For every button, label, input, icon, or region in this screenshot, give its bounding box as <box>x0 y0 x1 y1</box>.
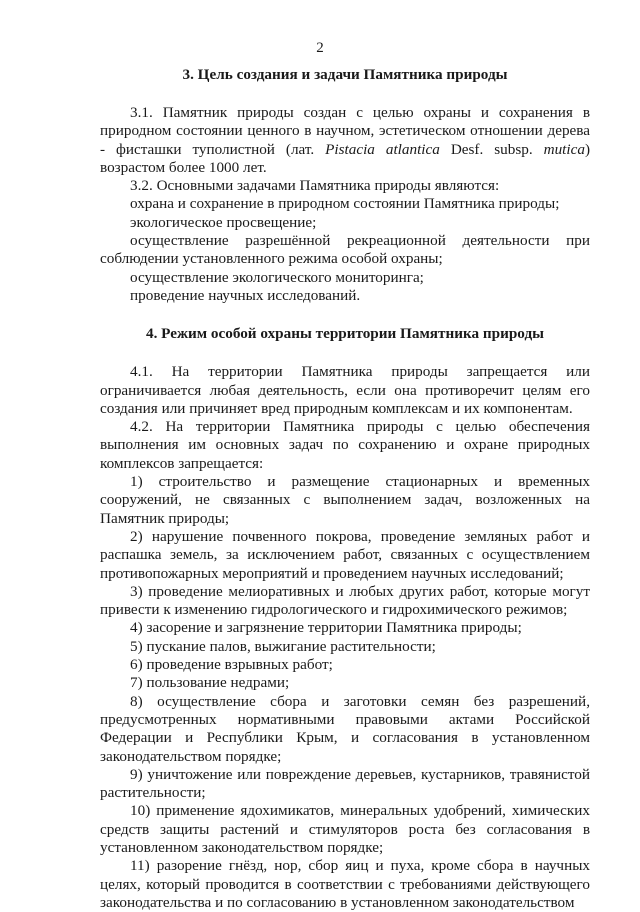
page-number: 2 <box>316 40 324 56</box>
prohibition-item: 1) строительство и размещение стационарных и временных сооружений, не связанных с выполнением задач, возложенных на Памятник природы; <box>100 473 590 527</box>
paragraph-3-1 <box>100 104 590 177</box>
prohibition-item: 10) применение ядохимикатов, минеральных удобрений, химических средств защиты растений и стимуляторов роста без согласования в установленном законодательством порядке; <box>100 802 590 856</box>
document-body <box>100 66 590 912</box>
task-item: осуществление экологического мониторинга; <box>130 268 424 286</box>
latin-name-species: Pistacia atlantica <box>325 140 440 158</box>
section-3-heading: 3. Цель создания и задачи Памятника природы <box>182 66 508 83</box>
task-item: охрана и сохранение в природном состоянии Памятника природы; <box>130 195 560 213</box>
prohibition-item: 5) пускание палов, выжигание растительности; <box>130 637 436 655</box>
prohibition-item: 11) разорение гнёзд, нор, сбор яиц и пуха, кроме сбора в научных целях, который проводится в соответствии с требованиями действующего законодательства и по согласованию в установленном законодательством <box>100 857 590 911</box>
paragraph-3-1-text-b: Desf. subsp. <box>439 140 544 158</box>
paragraph-4-2: 4.2. На территории Памятника природы с целью обеспечения выполнения им основных задач по сохранению и охране природных комплексов запрещается: <box>100 418 590 472</box>
prohibition-item: 8) осуществление сбора и заготовки семян без разрешений, предусмотренных нормативными правовыми актами Российской Федерации и Республики Крым, и согласования в установленном законодательством порядке; <box>100 692 590 765</box>
paragraph-3-1-text-c: ) возрастом более 1000 лет. <box>100 140 591 176</box>
prohibition-item: 4) засорение и загрязнение территории Памятника природы; <box>130 619 522 637</box>
prohibition-item: 7) пользование недрами; <box>130 674 290 692</box>
task-item: экологическое просвещение; <box>130 213 317 231</box>
task-item: осуществление разрешённой рекреационной деятельности при соблюдении установленного режима особой охраны; <box>100 232 590 268</box>
prohibition-item: 9) уничтожение или повреждение деревьев, кустарников, травянистой растительности; <box>100 765 590 802</box>
task-item: проведение научных исследований. <box>130 286 361 304</box>
paragraph-3-2: 3.2. Основными задачами Памятника природы являются: <box>130 177 500 195</box>
latin-name-subspecies: mutica <box>543 140 585 158</box>
paragraph-3-1-text-a: 3.1. Памятник природы создан с целью охраны и сохранения в природном состоянии ценного в научном, эстетическом отношении дерева - фисташки туполистной (лат. <box>100 104 590 158</box>
prohibition-item: 6) проведение взрывных работ; <box>130 656 333 674</box>
paragraph-4-1: 4.1. На территории Памятника природы запрещается или ограничивается любая деятельность, если она противоречит целям его создания или причиняет вред природным комплексам и их компонентам. <box>100 363 590 417</box>
prohibition-item: 3) проведение мелиоративных и любых других работ, которые могут привести к изменению гидрологического и гидрохимического режимов; <box>100 582 590 619</box>
prohibition-item: 2) нарушение почвенного покрова, проведение земляных работ и распашка земель, за исключением работ, связанных с осуществлением противопожарных мероприятий и проведением научных исследований; <box>100 527 590 582</box>
section-4-heading: 4. Режим особой охраны территории Памятника природы <box>145 325 544 343</box>
